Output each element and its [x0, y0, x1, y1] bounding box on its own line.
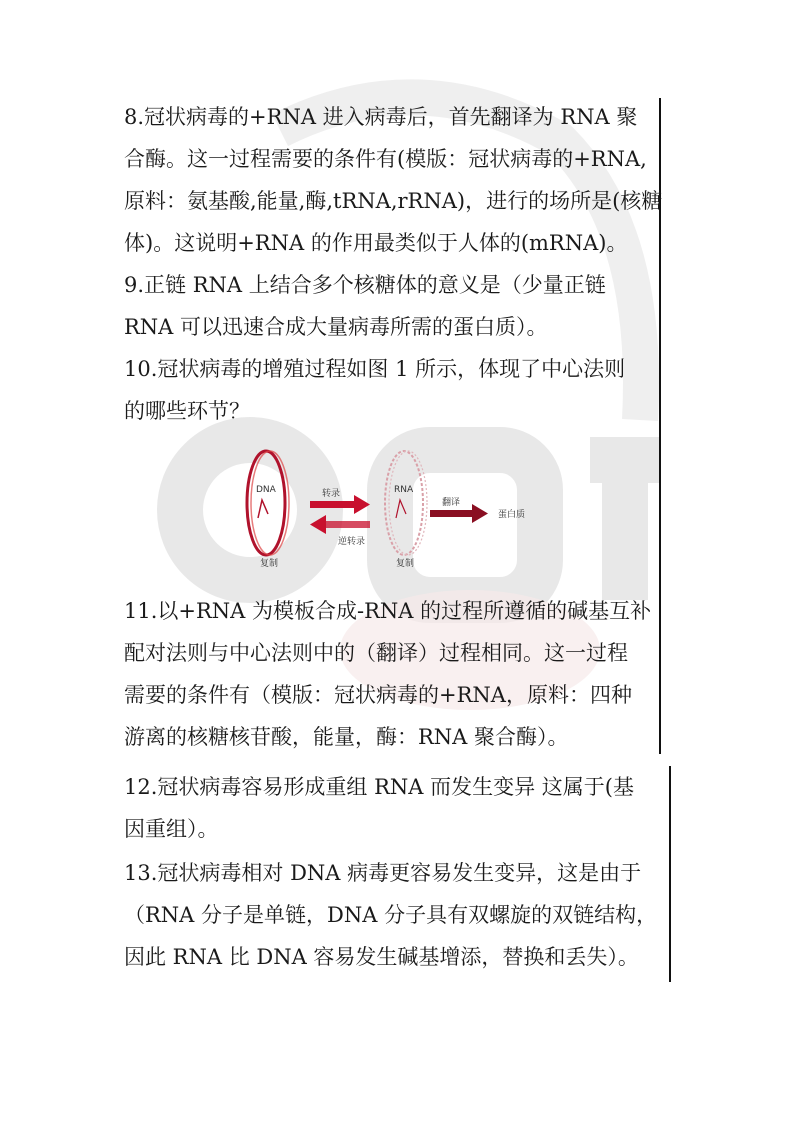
text-line: 因此 RNA 比 DNA 容易发生碱基增添，替换和丢失）。	[124, 945, 639, 969]
text-line: 体)。这说明+RNA 的作用最类似于人体的(mRNA)。	[124, 231, 628, 255]
text-line: 配对法则与中心法则中的（翻译）过程相同。这一过程	[124, 641, 628, 665]
virus-replication-figure	[236, 438, 556, 578]
rna-label: RNA	[394, 485, 414, 495]
question-10	[124, 348, 664, 432]
question-8	[124, 96, 664, 264]
question-11	[124, 590, 664, 758]
question-9	[124, 264, 664, 348]
rna-replication-ring	[385, 451, 427, 555]
text-line: 13.冠状病毒相对 DNA 病毒更容易发生变异，这是由于	[124, 861, 642, 885]
text-line: 的哪些环节？	[124, 399, 250, 423]
text-line: 10.冠状病毒的增殖过程如图 1 所示，体现了中心法则	[124, 357, 626, 381]
right-border-line	[669, 766, 671, 982]
text-line: 游离的核糖核苷酸，能量，酶：RNA 聚合酶）。	[124, 725, 569, 749]
translation-label: 翻译	[442, 498, 461, 508]
text-line: 8.冠状病毒的+RNA 进入病毒后，首先翻译为 RNA 聚	[124, 105, 638, 129]
dna-replication-label: 复制	[260, 559, 279, 569]
text-line: 原料：氨基酸,能量,酶,tRNA,rRNA)，进行的场所是(核糖	[124, 189, 663, 213]
text-line: RNA 可以迅速合成大量病毒所需的蛋白质）。	[124, 315, 548, 339]
text-line: （RNA 分子是单链，DNA 分子具有双螺旋的双链结构，	[124, 903, 658, 927]
text-line: 需要的条件有（模版：冠状病毒的+RNA，原料：四种	[124, 683, 632, 707]
text-line: 合酶。这一过程需要的条件有(模版：冠状病毒的+RNA,	[124, 147, 647, 171]
reverse-transcription-label: 逆转录	[338, 537, 366, 547]
dna-label: DNA	[256, 485, 276, 495]
question-13	[124, 852, 664, 978]
question-12	[124, 766, 664, 850]
text-line: 9.正链 RNA 上结合多个核糖体的意义是（少量正链	[124, 273, 606, 297]
text-line: 12.冠状病毒容易形成重组 RNA 而发生变异 这属于(基	[124, 775, 634, 799]
rna-replication-label: 复制	[396, 559, 415, 569]
dna-replication-ring	[247, 451, 289, 555]
text-line: 11.以+RNA 为模板合成-RNA 的过程所遵循的碱基互补	[124, 599, 652, 623]
text-line: 因重组）。	[124, 817, 219, 841]
reverse-transcription-arrow	[310, 515, 370, 534]
transcription-label: 转录	[322, 489, 341, 499]
protein-label: 蛋白质	[498, 510, 526, 520]
